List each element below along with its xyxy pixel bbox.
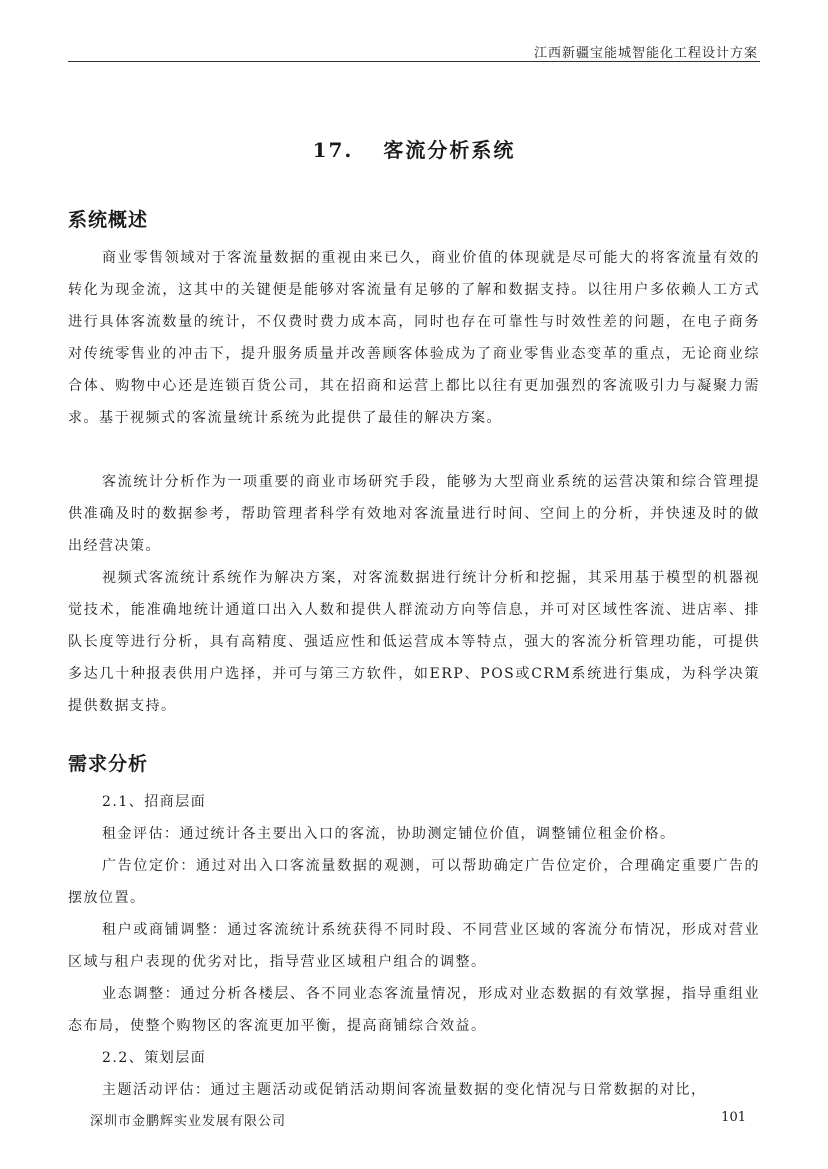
overview-paragraph-2: 客流统计分析作为一项重要的商业市场研究手段，能够为大型商业系统的运营决策和综合管理提供准确及时的数据参考，帮助管理者科学有效地对客流量进行时间、空间上的分析，并快速及时的做出经营决策。 (68, 474, 760, 554)
subsection-heading-leasing: 2.1、招商层面 (102, 794, 207, 810)
requirement-paragraph-ad-pricing: 广告位定价：通过对出入口客流量数据的观测，可以帮助确定广告位定价，合理确定重要广告的摆放位置。 (68, 858, 760, 906)
section-heading-overview: 系统概述 (68, 209, 149, 231)
page-number: 101 (721, 1110, 746, 1125)
requirement-paragraph-format: 业态调整：通过分析各楼层、各不同业态客流量情况，形成对业态数据的有效掌握，指导重组业态布局，使整个购物区的客流更加平衡，提高商铺综合效益。 (68, 986, 760, 1034)
footer-company: 深圳市金鹏辉实业发展有限公司 (90, 1114, 287, 1129)
overview-paragraph-1: 商业零售领域对于客流量数据的重视由来已久，商业价值的体现就是尽可能大的将客流量有效的转化为现金流，这其中的关键便是能够对客流量有足够的了解和数据支持。以往用户多依赖人工方式进行具体客流数量的统计，不仅费时费力成本高，同时也存在可靠性与时效性差的问题，在电子商务对传统零售业的冲击下，提升服务质量并改善顾客体验成为了商业零售业态变革的重点，无论商业综合体、购物中心还是连锁百货公司，其在招商和运营上都比以往有更加强烈的客流吸引力与凝聚力需求。基于视频式的客流量统计系统为此提供了最佳的解决方案。 (68, 250, 760, 426)
header-title: 江西新疆宝能城智能化工程设计方案 (533, 46, 758, 61)
subsection-heading-planning: 2.2、策划层面 (102, 1050, 207, 1066)
requirement-paragraph-event: 主题活动评估：通过主题活动或促销活动期间客流量数据的变化情况与日常数据的对比， (102, 1082, 707, 1098)
requirement-paragraph-tenant: 租户或商铺调整：通过客流统计系统获得不同时段、不同营业区域的客流分布情况，形成对营业区域与租户表现的优劣对比，指导营业区域租户组合的调整。 (68, 922, 760, 970)
section-heading-requirements: 需求分析 (68, 753, 149, 775)
requirement-paragraph-rent: 租金评估：通过统计各主要出入口的客流，协助测定铺位价值，调整铺位租金价格。 (102, 826, 676, 842)
chapter-title (0, 134, 828, 163)
chapter-number: 17. (312, 138, 354, 162)
overview-paragraph-3: 视频式客流统计系统作为解决方案，对客流数据进行统计分析和挖掘，其采用基于模型的机器视觉技术，能准确地统计通道口出入人数和提供人群流动方向等信息，并可对区域性客流、进店率、排队长度等进行分析，具有高精度、强适应性和低运营成本等特点，强大的客流分析管理功能，可提供多达几十种报表供用户选择，并可与第三方软件，如ERP、POS或CRM系统进行集成，为科学决策提供数据支持。 (68, 570, 760, 714)
chapter-name: 客流分析系统 (383, 138, 516, 162)
header-divider (68, 61, 760, 62)
